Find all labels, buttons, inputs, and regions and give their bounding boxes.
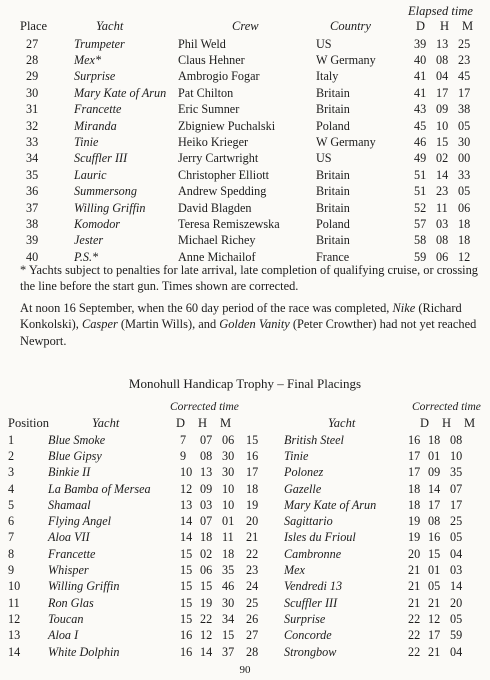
minutes-cell: 18 [458,216,471,231]
yacht-cell: Flying Angel [48,514,112,529]
position-cell: 22 [246,546,259,561]
minutes-cell: 20 [450,595,463,610]
position-cell: 23 [246,563,259,578]
minutes-cell: 18 [458,233,471,248]
yacht-name-nike: Nike [392,301,416,315]
hours-cell: 12 [200,628,213,643]
crew-cell: Ambrogio Fogar [178,69,260,84]
crew-cell: Pat Chilton [178,85,234,100]
hours-cell: 03 [200,497,213,512]
minutes-cell: 12 [458,249,471,264]
days-cell: 43 [414,102,427,117]
table-row [20,216,478,232]
hours-cell: 16 [428,530,441,545]
hours-cell: 22 [200,611,213,626]
minutes-cell: 30 [222,448,235,463]
table-row [8,530,474,546]
minutes-cell: 08 [450,432,463,447]
days-cell: 52 [414,200,427,215]
t2-header-yacht-left: Yacht [92,416,120,430]
hours-cell: 11 [436,200,448,215]
minutes-cell: 30 [222,465,235,480]
position-cell: 26 [246,611,259,626]
days-cell: 51 [414,167,427,182]
hours-cell: 09 [436,102,449,117]
t1-header-crew: Crew [232,19,259,33]
days-cell: 22 [408,628,421,643]
table-row [8,448,474,464]
yacht-cell: Isles du Frioul [284,530,356,545]
crew-cell: Eric Sumner [178,102,240,117]
hours-cell: 13 [200,465,213,480]
yacht-cell: Gazelle [284,481,322,496]
minutes-cell: 45 [458,69,471,84]
hours-cell: 19 [200,595,213,610]
yacht-cell: Toucan [48,611,84,626]
yacht-cell: Tinie [74,135,99,150]
hours-cell: 18 [428,432,441,447]
days-cell: 41 [414,69,427,84]
minutes-cell: 03 [450,563,463,578]
country-cell: US [316,151,332,166]
hours-cell: 21 [428,644,441,659]
table-row [20,85,478,101]
table-row [20,151,478,167]
days-cell: 15 [180,563,193,578]
country-cell: Britain [316,184,350,199]
crew-cell: Michael Richey [178,233,256,248]
yacht-cell: Francette [48,546,96,561]
crew-cell: Phil Weld [178,36,226,51]
yacht-cell: Sagittario [284,514,333,529]
table-row [8,432,474,448]
minutes-cell: 18 [222,546,235,561]
days-cell: 22 [408,611,421,626]
yacht-cell: Cambronne [284,546,342,561]
days-cell: 59 [414,249,427,264]
table-row [8,628,474,644]
position-cell: 6 [8,514,15,529]
minutes-cell: 00 [458,151,471,166]
place-cell: 28 [26,53,39,68]
minutes-cell: 46 [222,579,235,594]
yacht-cell: British Steel [284,432,344,447]
country-cell: Britain [316,200,350,215]
table-row [8,611,474,627]
t1-header-m: M [462,19,474,33]
yacht-cell: Mary Kate of Arun [284,497,377,512]
minutes-cell: 06 [222,432,235,447]
days-cell: 16 [180,628,193,643]
yacht-cell: Komodor [74,216,121,231]
days-cell: 46 [414,135,427,150]
position-cell: 9 [8,563,15,578]
country-cell: Poland [316,216,350,231]
days-cell: 21 [408,595,421,610]
hours-cell: 17 [428,628,441,643]
crew-cell: Heiko Krieger [178,135,249,150]
hours-cell: 02 [436,151,449,166]
yacht-cell: Surprise [74,69,116,84]
minutes-cell: 23 [458,53,471,68]
hours-cell: 01 [428,448,441,463]
country-cell: Britain [316,167,350,182]
minutes-cell: 04 [450,644,463,659]
crew-cell: Andrew Spedding [178,184,267,199]
minutes-cell: 01 [222,514,235,529]
minutes-cell: 35 [222,563,235,578]
country-cell: Britain [316,102,350,117]
hours-cell: 17 [436,85,449,100]
country-cell: France [316,249,350,264]
t2-header-position-left: Position [8,416,49,430]
days-cell: 20 [408,546,421,561]
position-cell: 21 [246,530,259,545]
days-cell: 45 [414,118,427,133]
minutes-cell: 10 [450,448,463,463]
days-cell: 51 [414,184,427,199]
minutes-cell: 34 [222,611,235,626]
hours-cell: 05 [428,579,441,594]
yacht-cell: Whisper [48,563,89,578]
hours-cell: 10 [436,118,449,133]
days-cell: 13 [180,497,193,512]
position-cell: 11 [8,595,20,610]
notes-block [20,262,482,295]
place-cell: 39 [26,233,39,248]
t1-header-country: Country [330,19,371,33]
minutes-cell: 05 [458,118,471,133]
minutes-cell: 25 [450,514,463,529]
t2-caption-right: Corrected time [412,401,481,413]
days-cell: 10 [180,465,193,480]
crew-cell: Zbigniew Puchalski [178,118,276,133]
note-text: (Martin Wills), and [117,317,220,332]
position-cell: 4 [8,481,15,496]
yacht-cell: Scuffler III [284,595,338,610]
t2-header-h-right: H [442,416,452,430]
days-cell: 15 [180,546,193,561]
hours-cell: 01 [428,563,441,578]
table-row [20,118,478,134]
days-cell: 18 [408,497,421,512]
hours-cell: 21 [428,595,441,610]
days-cell: 39 [414,36,427,51]
hours-cell: 09 [200,481,213,496]
yacht-cell: Mex* [74,53,102,68]
country-cell: W Germany [316,53,376,68]
table-row [8,465,474,481]
position-cell: 12 [8,611,21,626]
hours-cell: 08 [200,448,213,463]
minutes-cell: 05 [458,184,471,199]
crew-cell: Claus Hehner [178,53,245,68]
yacht-cell: Polonez [284,465,324,480]
yacht-cell: Blue Smoke [48,432,106,447]
minutes-cell: 15 [222,628,235,643]
hours-cell: 18 [200,530,213,545]
crew-cell: David Blagden [178,200,252,215]
hours-cell: 08 [436,53,449,68]
position-cell: 1 [8,432,15,447]
minutes-cell: 30 [222,595,235,610]
position-cell: 24 [246,579,259,594]
days-cell: 14 [180,514,193,529]
t1-header-place: Place [20,19,48,33]
note-text: (Richard Konkolski), [20,301,462,332]
hours-cell: 14 [436,167,449,182]
hours-cell: 06 [200,563,213,578]
hours-cell: 14 [428,481,441,496]
minutes-cell: 59 [450,628,463,643]
days-cell: 58 [414,233,427,248]
position-cell: 2 [8,448,15,463]
yacht-cell: Binkie II [48,465,91,480]
hours-cell: 15 [436,135,449,150]
position-cell: 16 [246,448,259,463]
yacht-cell: Strongbow [284,644,337,659]
minutes-cell: 07 [450,481,463,496]
position-cell: 10 [8,579,21,594]
position-cell: 15 [246,432,259,447]
table-row [8,497,474,513]
yacht-cell: La Bamba of Mersea [48,481,151,496]
unfinished-note [20,300,482,349]
table-row [8,644,474,660]
days-cell: 18 [408,481,421,496]
days-cell: 57 [414,216,427,231]
minutes-cell: 05 [450,611,463,626]
minutes-cell: 35 [450,465,463,480]
days-cell: 7 [180,432,187,447]
position-cell: 7 [8,530,15,545]
days-cell: 9 [180,448,187,463]
minutes-cell: 10 [222,481,235,496]
minutes-cell: 25 [458,36,471,51]
position-cell: 8 [8,546,15,561]
crew-cell: Anne Michailof [178,249,256,264]
minutes-cell: 38 [458,102,471,117]
place-cell: 32 [26,118,39,133]
yacht-cell: Blue Gipsy [48,448,102,463]
table-row [20,52,478,68]
position-cell: 19 [246,497,259,512]
yacht-name-casper: Casper [81,317,118,332]
days-cell: 19 [408,514,421,529]
days-cell: 17 [408,448,421,463]
t1-header-h: H [440,19,450,33]
position-cell: 14 [8,644,21,659]
table-row [20,102,478,118]
footnote-text: * Yachts subject to penalties for late arrival, late completion of qualifying cruise, or crossing the line before the start gun. Times shown are corrected. [20,263,478,294]
yacht-cell: Vendredi 13 [284,579,343,594]
hours-cell: 02 [200,546,213,561]
yacht-cell: P.S.* [74,249,99,264]
hours-cell: 03 [436,216,449,231]
hours-cell: 07 [200,432,213,447]
table-row [20,200,478,216]
note-text: (Peter Crowther) had not yet reached Newport. [20,317,477,348]
yacht-cell: Aloa I [48,628,79,643]
country-cell: US [316,36,332,51]
yacht-cell: Willing Griffin [48,579,120,594]
note-text: At noon 16 September, when the 60 day period of the race was completed, [20,301,393,315]
table-row [20,167,478,183]
yacht-cell: Ron Glas [48,595,94,610]
country-cell: Italy [316,69,339,84]
yacht-cell: Aloa VII [48,530,90,545]
table-row [20,69,478,85]
t2-header-m-left: M [220,416,232,430]
t2-header-yacht-right: Yacht [328,416,356,430]
place-cell: 37 [26,200,39,215]
table-row [8,562,474,578]
position-cell: 20 [246,514,259,529]
hours-cell: 14 [200,644,213,659]
table-row [20,36,478,52]
yacht-cell: Miranda [74,118,117,133]
place-cell: 27 [26,36,39,51]
minutes-cell: 14 [450,579,463,594]
yacht-name-golden-vanity: Golden Vanity [219,317,290,332]
position-cell: 25 [246,595,259,610]
yacht-cell: Concorde [284,628,332,643]
hours-cell: 13 [436,36,449,51]
position-cell: 5 [8,497,15,512]
minutes-cell: 30 [458,135,471,150]
yacht-cell: Tinie [284,448,309,463]
t2-header-h-left: H [198,416,208,430]
yacht-cell: Lauric [74,167,107,182]
days-cell: 12 [180,481,193,496]
days-cell: 16 [408,432,421,447]
country-cell: Britain [316,233,350,248]
country-cell: Poland [316,118,350,133]
yacht-cell: Shamaal [48,497,91,512]
hours-cell: 08 [428,514,441,529]
place-cell: 34 [26,151,39,166]
elapsed-time-caption: Elapsed time [408,4,473,18]
place-cell: 35 [26,167,39,182]
crew-cell: Jerry Cartwright [178,151,259,166]
country-cell: Britain [316,85,350,100]
yacht-cell: Mary Kate of Arun [74,85,167,100]
days-cell: 16 [180,644,193,659]
minutes-cell: 33 [458,167,471,182]
crew-cell: Christopher Elliott [178,167,270,182]
place-cell: 40 [26,249,39,264]
hours-cell: 06 [436,249,449,264]
yacht-cell: Scuffler III [74,151,128,166]
corrected-time-table [8,432,474,660]
table-row [8,579,474,595]
position-cell: 17 [246,465,259,480]
minutes-cell: 11 [222,530,234,545]
days-cell: 15 [180,611,193,626]
table-row [20,184,478,200]
position-cell: 18 [246,481,259,496]
place-cell: 38 [26,216,39,231]
page-number: 90 [239,664,251,676]
yacht-cell: Summersong [74,184,137,199]
minutes-cell: 17 [458,85,471,100]
table-row [8,546,474,562]
days-cell: 15 [180,579,193,594]
hours-cell: 23 [436,184,449,199]
table-row [20,134,478,150]
yacht-cell: Jester [74,233,104,248]
table-row [8,513,474,529]
days-cell: 22 [408,644,421,659]
minutes-cell: 10 [222,497,235,512]
t2-caption-left: Corrected time [170,401,239,413]
hours-cell: 15 [428,546,441,561]
t1-header-yacht: Yacht [96,19,124,33]
yacht-cell: Surprise [284,611,326,626]
days-cell: 41 [414,85,427,100]
table-row [20,233,478,249]
place-cell: 30 [26,85,39,100]
place-cell: 33 [26,135,39,150]
t2-header-d-right: D [420,416,430,430]
table2-title: Monohull Handicap Trophy – Final Placings [128,376,362,391]
yacht-cell: Willing Griffin [74,200,146,215]
position-cell: 27 [246,628,259,643]
hours-cell: 17 [428,497,441,512]
hours-cell: 12 [428,611,441,626]
days-cell: 40 [414,53,427,68]
position-cell: 13 [8,628,21,643]
minutes-cell: 37 [222,644,235,659]
place-cell: 29 [26,69,39,84]
days-cell: 14 [180,530,193,545]
position-cell: 28 [246,644,259,659]
yacht-cell: White Dolphin [48,644,120,659]
hours-cell: 15 [200,579,213,594]
minutes-cell: 17 [450,497,463,512]
place-cell: 31 [26,102,39,117]
table-row [8,481,474,497]
days-cell: 21 [408,563,421,578]
minutes-cell: 05 [450,530,463,545]
place-cell: 36 [26,184,39,199]
position-cell: 3 [8,465,15,480]
hours-cell: 04 [436,69,449,84]
minutes-cell: 04 [450,546,463,561]
crew-cell: Teresa Remiszewska [178,216,280,231]
t1-header-d: D [416,19,426,33]
t2-header-d-left: D [176,416,186,430]
yacht-cell: Mex [284,563,305,578]
minutes-cell: 06 [458,200,471,215]
yacht-cell: Trumpeter [74,36,125,51]
country-cell: W Germany [316,135,376,150]
hours-cell: 07 [200,514,213,529]
days-cell: 17 [408,465,421,480]
table-row [8,595,474,611]
days-cell: 49 [414,151,427,166]
yacht-cell: Francette [74,102,122,117]
days-cell: 19 [408,530,421,545]
days-cell: 15 [180,595,193,610]
days-cell: 21 [408,579,421,594]
t2-header-m-right: M [464,416,476,430]
hours-cell: 09 [428,465,441,480]
hours-cell: 08 [436,233,449,248]
elapsed-time-table [20,36,478,265]
